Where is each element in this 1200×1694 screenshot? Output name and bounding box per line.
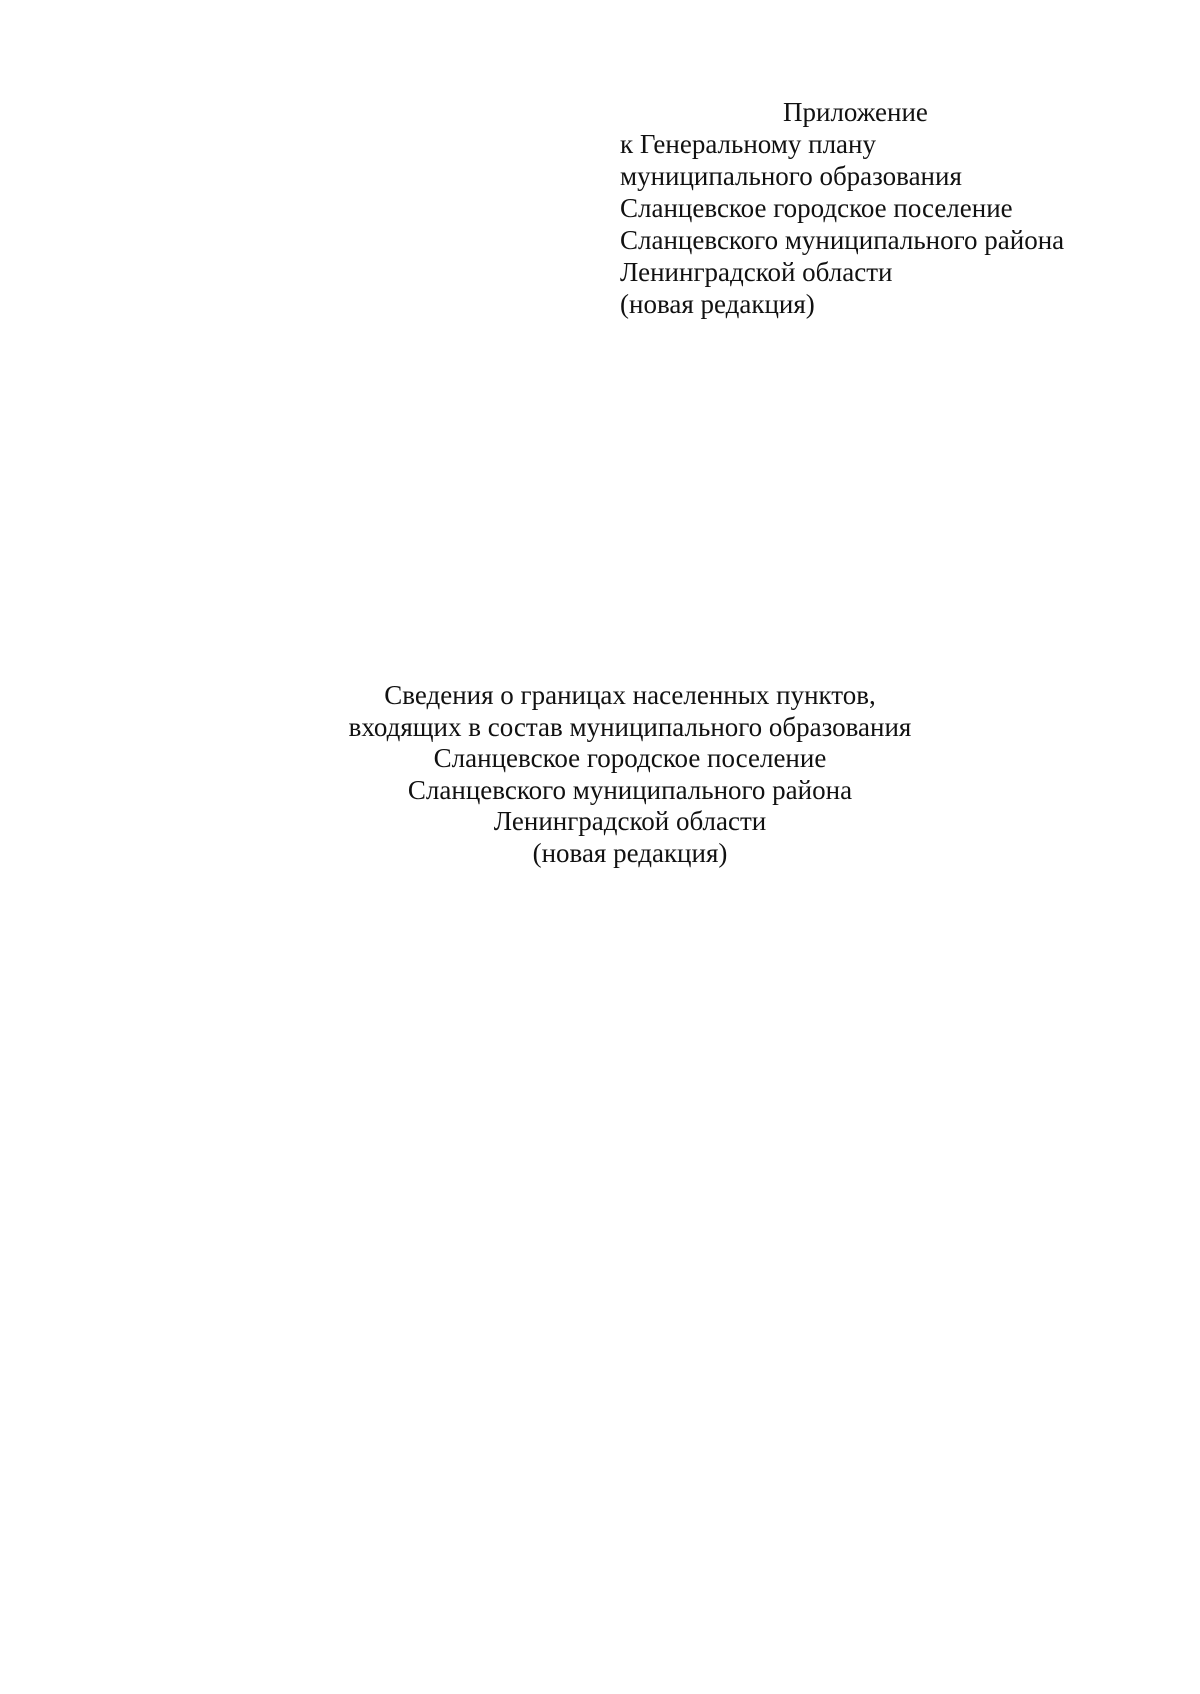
appendix-label: Приложение <box>783 97 928 127</box>
title-line: Сланцевское городское поселение <box>433 743 827 773</box>
appendix-line: Ленинградской области <box>620 257 893 287</box>
appendix-line: муниципального образования <box>620 161 962 191</box>
title-line: Ленинградской области <box>493 806 767 836</box>
title-line: входящих в состав муниципального образования <box>348 711 912 742</box>
document-title <box>300 680 960 869</box>
appendix-line: к Генеральному плану <box>620 129 876 159</box>
appendix-header <box>620 96 1064 320</box>
appendix-line: Сланцевского муниципального района <box>620 225 1065 255</box>
title-line: (новая редакция) <box>532 837 728 868</box>
title-line: Сведения о границах населенных пунктов, <box>384 680 876 710</box>
appendix-line: (новая редакция) <box>620 289 815 319</box>
appendix-line: Сланцевское городское поселение <box>620 193 1013 223</box>
title-line: Сланцевского муниципального района <box>407 774 853 805</box>
